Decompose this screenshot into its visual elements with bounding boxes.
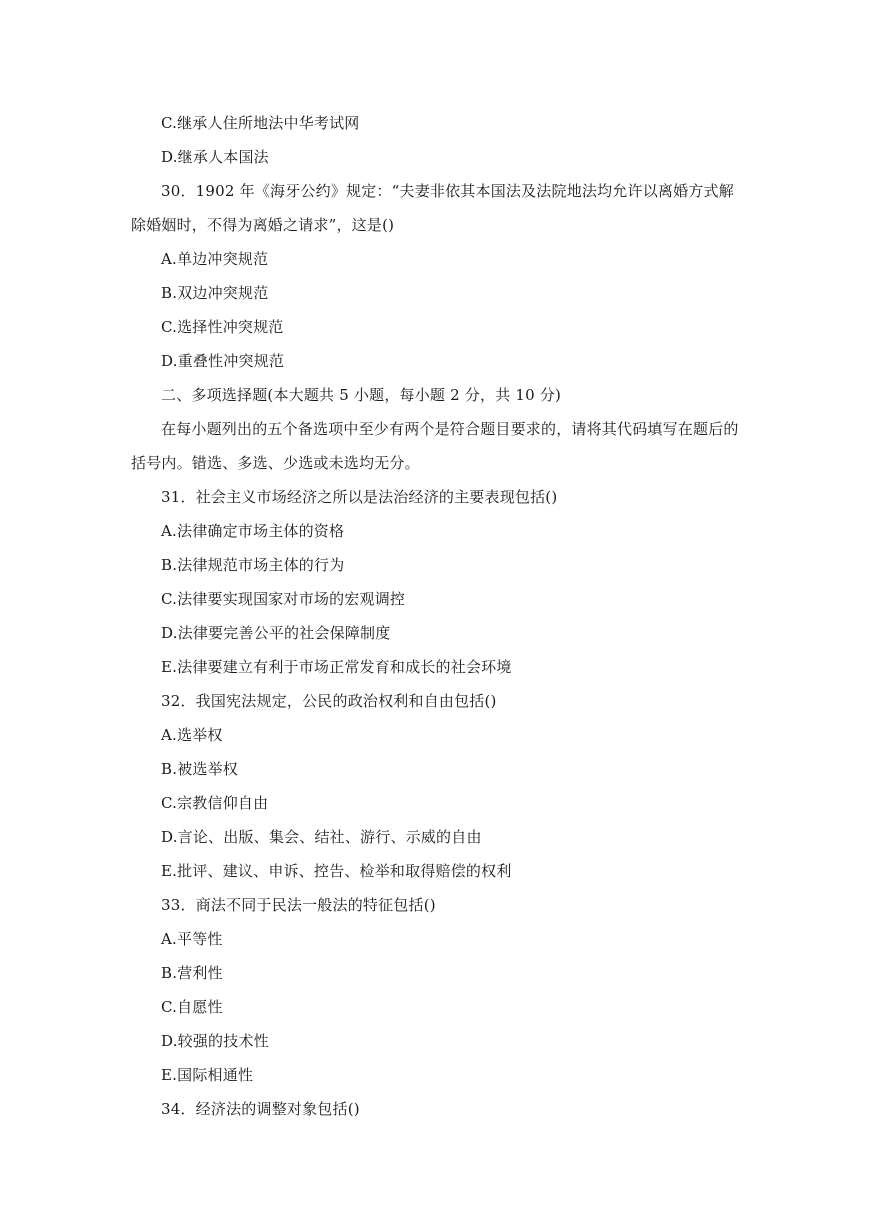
option-d-q31: D.法律要完善公平的社会保障制度 bbox=[161, 624, 391, 642]
option-a-q33: A.平等性 bbox=[161, 930, 223, 948]
question-30-line-1: 30．1902 年《海牙公约》规定：“夫妻非依其本国法及法院地法均允许以离婚方式解 bbox=[161, 182, 734, 200]
section-heading: 二、多项选择题(本大题共 5 小题，每小题 2 分，共 10 分) bbox=[161, 386, 562, 404]
option-c-q31: C.法律要实现国家对市场的宏观调控 bbox=[161, 590, 406, 608]
question-32: 32．我国宪法规定，公民的政治权利和自由包括() bbox=[161, 692, 497, 710]
question-30-line-2: 除婚姻时，不得为离婚之请求”，这是() bbox=[131, 216, 395, 234]
option-b-q31: B.法律规范市场主体的行为 bbox=[161, 556, 345, 574]
option-c-q30: C.选择性冲突规范 bbox=[161, 318, 284, 336]
option-c-q32: C.宗教信仰自由 bbox=[161, 794, 269, 812]
option-e-q32: E.批评、建议、申诉、控告、检举和取得赔偿的权利 bbox=[161, 862, 512, 880]
question-34: 34．经济法的调整对象包括() bbox=[161, 1100, 360, 1118]
option-b-q33: B.营利性 bbox=[161, 964, 223, 982]
option-c-q29: C.继承人住所地法中华考试网 bbox=[161, 114, 360, 132]
option-e-q31: E.法律要建立有利于市场正常发育和成长的社会环境 bbox=[161, 658, 512, 676]
option-d-q33: D.较强的技术性 bbox=[161, 1032, 269, 1050]
option-b-q30: B.双边冲突规范 bbox=[161, 284, 269, 302]
section-instructions-line-1: 在每小题列出的五个备选项中至少有两个是符合题目要求的，请将其代码填写在题后的 bbox=[161, 420, 739, 438]
option-a-q32: A.选举权 bbox=[161, 726, 223, 744]
option-a-q31: A.法律确定市场主体的资格 bbox=[161, 522, 345, 540]
option-d-q30: D.重叠性冲突规范 bbox=[161, 352, 285, 370]
section-instructions-line-2: 括号内。错选、多选、少选或未选均无分。 bbox=[131, 454, 420, 472]
question-31: 31．社会主义市场经济之所以是法治经济的主要表现包括() bbox=[161, 488, 558, 506]
option-b-q32: B.被选举权 bbox=[161, 760, 238, 778]
option-e-q33: E.国际相通性 bbox=[161, 1066, 254, 1084]
question-33: 33．商法不同于民法一般法的特征包括() bbox=[161, 896, 436, 914]
option-d-q32: D.言论、出版、集会、结社、游行、示威的自由 bbox=[161, 828, 482, 846]
option-d-q29: D.继承人本国法 bbox=[161, 148, 269, 166]
option-a-q30: A.单边冲突规范 bbox=[161, 250, 269, 268]
option-c-q33: C.自愿性 bbox=[161, 998, 223, 1016]
